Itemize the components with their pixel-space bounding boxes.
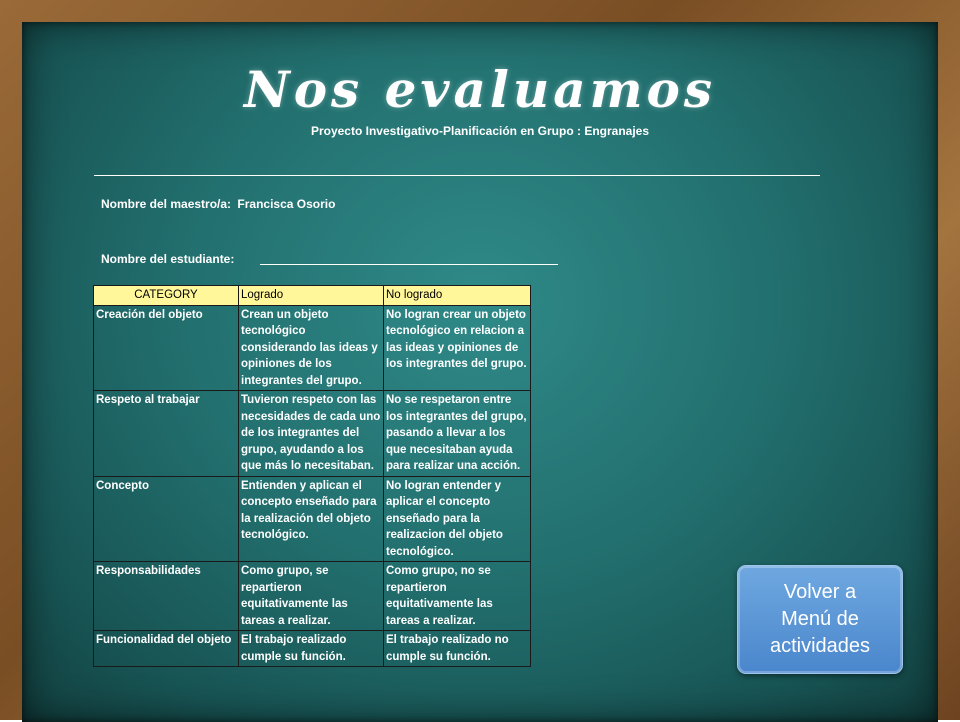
row-category: Creación del objeto xyxy=(94,305,239,391)
header-no-logrado: No logrado xyxy=(384,286,531,306)
table-row xyxy=(94,391,531,477)
row-category: Respeto al trabajar xyxy=(94,391,239,477)
page-title: Nos evaluamos xyxy=(243,60,717,119)
row-logrado: El trabajo realizado cumple su función. xyxy=(239,631,384,667)
back-to-menu-button[interactable]: Volver a Menú de actividades xyxy=(737,565,903,674)
table-row xyxy=(94,476,531,562)
row-logrado: Entienden y aplican el concepto enseñado para la realización del objeto tecnológico. xyxy=(239,476,384,562)
table-row xyxy=(94,631,531,667)
row-logrado: Tuvieron respeto con las necesidades de cada uno de los integrantes del grupo, ayudando a los que más lo necesitaban. xyxy=(239,391,384,477)
page-subtitle: Proyecto Investigativo-Planificación en Grupo : Engranajes xyxy=(310,124,650,138)
student-name-blank xyxy=(260,264,558,265)
teacher-name: Francisca Osorio xyxy=(237,197,336,211)
student-field xyxy=(101,252,234,266)
teacher-field xyxy=(101,197,335,211)
rubric-header-row xyxy=(94,286,531,306)
table-row xyxy=(94,305,531,391)
header-category: CATEGORY xyxy=(94,286,239,306)
row-no-logrado: Como grupo, no se repartieron equitativamente las tareas a realizar. xyxy=(384,562,531,631)
header-logrado: Logrado xyxy=(239,286,384,306)
student-label: Nombre del estudiante: xyxy=(101,252,235,266)
divider xyxy=(94,175,820,176)
table-row xyxy=(94,562,531,631)
row-no-logrado: No logran entender y aplicar el concepto enseñado para la realizacion del objeto tecnológico. xyxy=(384,476,531,562)
row-category: Concepto xyxy=(94,476,239,562)
row-logrado: Crean un objeto tecnológico considerando las ideas y opiniones de los integrantes del grupo. xyxy=(239,305,384,391)
row-no-logrado: No se respetaron entre los integrantes del grupo, pasando a llevar a los que necesitaban ayuda para realizar una acción. xyxy=(384,391,531,477)
row-logrado: Como grupo, se repartieron equitativamente las tareas a realizar. xyxy=(239,562,384,631)
row-category: Responsabilidades xyxy=(94,562,239,631)
teacher-label: Nombre del maestro/a: xyxy=(101,197,232,211)
row-no-logrado: El trabajo realizado no cumple su función. xyxy=(384,631,531,667)
row-no-logrado: No logran crear un objeto tecnológico en relacion a las ideas y opiniones de los integrantes del grupo. xyxy=(384,305,531,391)
rubric-table xyxy=(93,285,531,667)
row-category: Funcionalidad del objeto xyxy=(94,631,239,667)
